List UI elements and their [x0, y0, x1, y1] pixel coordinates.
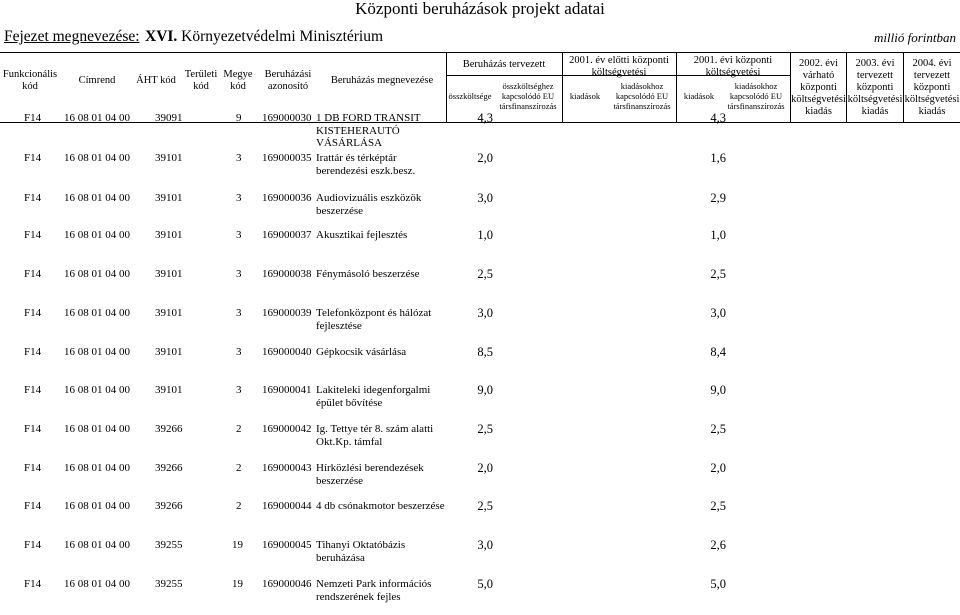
unit-label: millió forintban [874, 30, 956, 45]
header-funkcionalis: Funkcionális kód [2, 69, 58, 92]
cell-aht: 39101 [155, 152, 183, 164]
cell-megnevezes: Irattár és térképtár berendezési eszk.besz. [316, 152, 416, 177]
cell-funkcionalis: F14 [24, 307, 42, 319]
header-2002: 2002. évi várható központi költségvetési kiadás [791, 58, 846, 117]
header-osszkoltsege: összköltsége [448, 91, 492, 101]
cell-azonosito: 169000044 [262, 500, 312, 512]
cell-2001-kiadas: 8,4 [710, 345, 726, 359]
cell-2001-kiadas: 5,0 [710, 577, 726, 591]
cell-cimrend: 16 08 01 04 00 [64, 307, 130, 319]
cell-aht: 39101 [155, 384, 183, 396]
cell-osszkoltseg: 8,5 [477, 345, 493, 359]
header-2004: 2004. évi tervezett központi költségvetési kiadás [904, 58, 960, 117]
cell-azonosito: 169000041 [262, 384, 312, 396]
header-evi-eu: kiadásokhoz kapcsolódó EU társfinanszírozás [727, 81, 785, 111]
cell-megye: 9 [236, 112, 242, 124]
cell-megye: 3 [236, 152, 242, 164]
cell-megnevezes: Hírközlési berendezések beszerzése [316, 462, 424, 487]
cell-2001-kiadas: 2,0 [710, 461, 726, 475]
cell-cimrend: 16 08 01 04 00 [64, 346, 130, 358]
cell-cimrend: 16 08 01 04 00 [64, 229, 130, 241]
cell-cimrend: 16 08 01 04 00 [64, 578, 130, 590]
cell-funkcionalis: F14 [24, 539, 42, 551]
cell-megnevezes: Telefonközpont és hálózat fejlesztése [316, 307, 432, 332]
cell-megye: 2 [236, 462, 242, 474]
cell-megye: 3 [236, 229, 242, 241]
cell-osszkoltseg: 9,0 [477, 383, 493, 397]
cell-azonosito: 169000030 [262, 112, 312, 124]
cell-cimrend: 16 08 01 04 00 [64, 192, 130, 204]
cell-funkcionalis: F14 [24, 229, 42, 241]
cell-azonosito: 169000040 [262, 346, 312, 358]
cell-osszkoltseg: 2,0 [477, 151, 493, 165]
header-megye: Megye kód [223, 69, 253, 92]
chapter-label: Fejezet megnevezése: [4, 28, 140, 45]
cell-azonosito: 169000039 [262, 307, 312, 319]
cell-osszkoltseg: 3,0 [477, 538, 493, 552]
cell-aht: 39255 [155, 578, 183, 590]
cell-funkcionalis: F14 [24, 152, 42, 164]
cell-funkcionalis: F14 [24, 423, 42, 435]
cell-aht: 39101 [155, 268, 183, 280]
cell-cimrend: 16 08 01 04 00 [64, 500, 130, 512]
header-cimrend: Címrend [78, 75, 116, 86]
cell-megnevezes: Nemzeti Park információs rendszerének fejles [316, 578, 432, 603]
cell-megnevezes: 4 db csónakmotor beszerzése [316, 500, 445, 512]
header-teruleti: Területi kód [184, 69, 218, 92]
cell-megnevezes: Audiovizuális eszközök beszerzése [316, 192, 422, 217]
cell-2001-kiadas: 2,5 [710, 267, 726, 281]
cell-osszkoltseg: 2,5 [477, 499, 493, 513]
cell-megnevezes: Lakiteleki idegenforgalmi épület bővítése [316, 384, 431, 409]
cell-megnevezes: 1 DB FORD TRANSIT KISTEHERAUTÓ VÁSÁRLÁSA [316, 112, 421, 149]
header-evi-group: 2001. évi központi költségvetési [693, 55, 773, 78]
cell-funkcionalis: F14 [24, 112, 42, 124]
cell-megnevezes: Akusztikai fejlesztés [316, 229, 408, 241]
header-elotti-group: 2001. év előtti központi költségvetési [569, 55, 669, 78]
cell-aht: 39101 [155, 346, 183, 358]
cell-azonosito: 169000043 [262, 462, 312, 474]
cell-megye: 3 [236, 268, 242, 280]
header-aht: ÁHT kód [136, 75, 176, 86]
header-azonosito: Beruházási azonosító [264, 69, 312, 92]
header-2003: 2003. évi tervezett központi költségvetési kiadás [847, 58, 903, 117]
chapter-row [0, 28, 960, 50]
cell-2001-kiadas: 2,5 [710, 499, 726, 513]
cell-cimrend: 16 08 01 04 00 [64, 539, 130, 551]
cell-megye: 2 [236, 500, 242, 512]
chapter-ministry: Környezetvédelmi Minisztérium [181, 28, 384, 45]
cell-aht: 39266 [155, 500, 183, 512]
cell-megye: 3 [236, 346, 242, 358]
cell-aht: 39091 [155, 112, 183, 124]
cell-funkcionalis: F14 [24, 192, 42, 204]
cell-azonosito: 169000036 [262, 192, 312, 204]
cell-osszkoltseg: 3,0 [477, 191, 493, 205]
cell-2001-kiadas: 3,0 [710, 306, 726, 320]
cell-megye: 2 [236, 423, 242, 435]
header-tervezett-group: Beruházás tervezett [462, 59, 546, 70]
cell-osszkoltseg: 4,3 [477, 111, 493, 125]
cell-cimrend: 16 08 01 04 00 [64, 462, 130, 474]
cell-azonosito: 169000045 [262, 539, 312, 551]
header-divider [562, 53, 563, 123]
header-elotti-kiadasok: kiadások [569, 91, 601, 101]
cell-aht: 39255 [155, 539, 183, 551]
header-elotti-eu: kiadásokhoz kapcsolódó EU társfinanszírozás [613, 81, 671, 111]
cell-osszkoltseg: 3,0 [477, 306, 493, 320]
cell-megnevezes: Ig. Tettye tér 8. szám alatti Okt.Kp. támfal [316, 423, 434, 448]
chapter-name [145, 28, 383, 46]
cell-megye: 3 [236, 192, 242, 204]
cell-cimrend: 16 08 01 04 00 [64, 423, 130, 435]
cell-funkcionalis: F14 [24, 268, 42, 280]
chapter-number: XVI. [145, 28, 178, 45]
header-osszkoltseg-eu: összköltséghez kapcsolódó EU társfinanszírozás [499, 81, 557, 111]
cell-osszkoltseg: 2,5 [477, 267, 493, 281]
cell-osszkoltseg: 2,0 [477, 461, 493, 475]
cell-azonosito: 169000035 [262, 152, 312, 164]
cell-2001-kiadas: 2,5 [710, 422, 726, 436]
cell-megye: 3 [236, 307, 242, 319]
header-evi-kiadasok: kiadások [683, 91, 715, 101]
cell-megye: 19 [232, 539, 243, 551]
cell-2001-kiadas: 1,0 [710, 228, 726, 242]
cell-aht: 39101 [155, 192, 183, 204]
cell-cimrend: 16 08 01 04 00 [64, 268, 130, 280]
cell-2001-kiadas: 2,6 [710, 538, 726, 552]
cell-funkcionalis: F14 [24, 346, 42, 358]
cell-2001-kiadas: 4,3 [710, 111, 726, 125]
cell-azonosito: 169000046 [262, 578, 312, 590]
cell-funkcionalis: F14 [24, 384, 42, 396]
cell-cimrend: 16 08 01 04 00 [64, 384, 130, 396]
header-group-underline [446, 75, 562, 76]
cell-megye: 19 [232, 578, 243, 590]
cell-megnevezes: Gépkocsik vásárlása [316, 346, 407, 358]
cell-azonosito: 169000042 [262, 423, 312, 435]
cell-funkcionalis: F14 [24, 500, 42, 512]
cell-aht: 39101 [155, 229, 183, 241]
cell-megnevezes: Fénymásoló beszerzése [316, 268, 420, 280]
cell-2001-kiadas: 2,9 [710, 191, 726, 205]
header-divider [676, 53, 677, 123]
header-megnevezes: Beruházás megnevezése [330, 75, 434, 86]
cell-aht: 39266 [155, 462, 183, 474]
cell-2001-kiadas: 9,0 [710, 383, 726, 397]
cell-funkcionalis: F14 [24, 462, 42, 474]
cell-cimrend: 16 08 01 04 00 [64, 152, 130, 164]
cell-osszkoltseg: 5,0 [477, 577, 493, 591]
cell-aht: 39101 [155, 307, 183, 319]
cell-funkcionalis: F14 [24, 578, 42, 590]
cell-cimrend: 16 08 01 04 00 [64, 112, 130, 124]
page-title: Központi beruházások projekt adatai [355, 0, 605, 18]
cell-megye: 3 [236, 384, 242, 396]
cell-osszkoltseg: 2,5 [477, 422, 493, 436]
cell-megnevezes: Tihanyi Oktatóbázis beruházása [316, 539, 406, 564]
cell-aht: 39266 [155, 423, 183, 435]
cell-azonosito: 169000038 [262, 268, 312, 280]
cell-osszkoltseg: 1,0 [477, 228, 493, 242]
cell-2001-kiadas: 1,6 [710, 151, 726, 165]
cell-azonosito: 169000037 [262, 229, 312, 241]
